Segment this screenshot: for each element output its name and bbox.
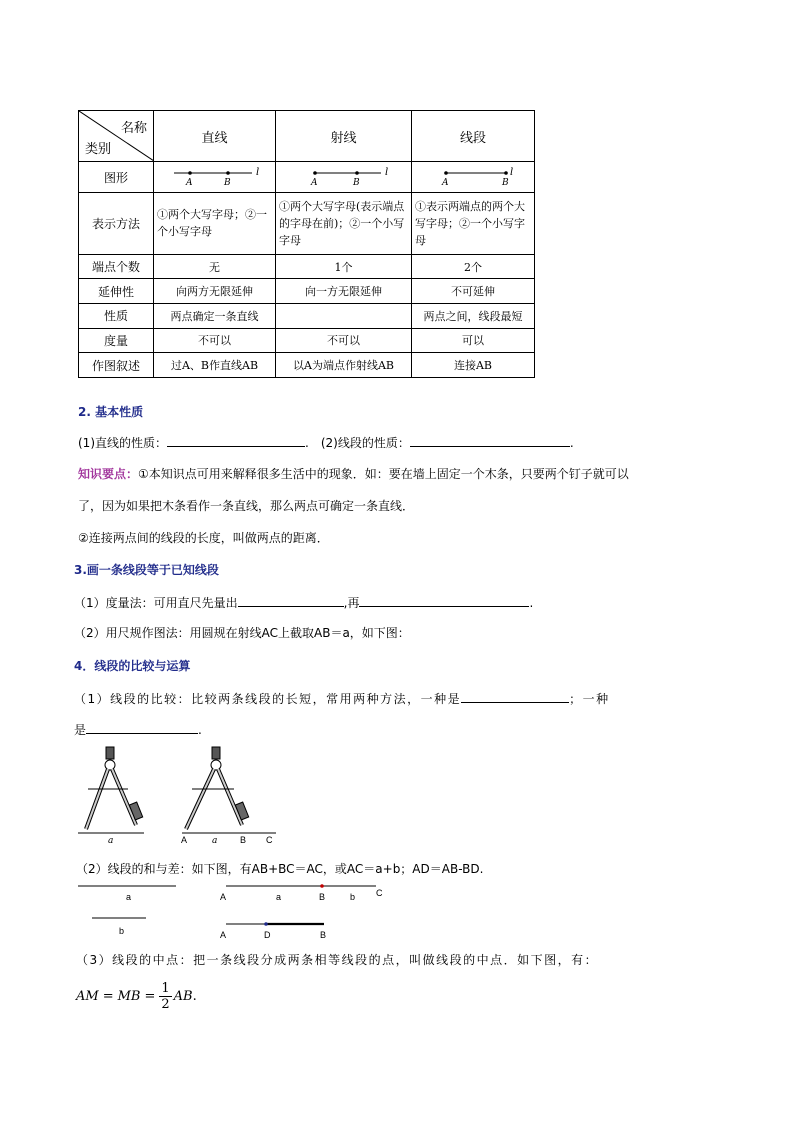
property-segment: 两点之间，线段最短 <box>412 304 535 329</box>
formula-mb: MB <box>117 988 141 1004</box>
notation-ray: ①两个大写字母(表示端点的字母在前)；②一个小写字母 <box>276 193 412 255</box>
corner-bottom-label: 类别 <box>85 142 112 158</box>
point-b-label: B <box>223 177 231 188</box>
measure-ray: 不可以 <box>276 328 412 353</box>
key-point-line-1 <box>78 465 629 482</box>
row-label: 性质 <box>79 304 154 329</box>
row-label: 图形 <box>79 162 154 193</box>
property-line: 两点确定一条直线 <box>154 304 276 329</box>
table-corner-cell <box>79 111 154 162</box>
property-ray <box>276 304 412 329</box>
header-segment: 线段 <box>412 111 535 162</box>
compare-blank-1 <box>461 689 569 703</box>
measure-blank-1 <box>238 593 344 607</box>
key-point-label: 知识要点： <box>78 467 139 481</box>
formula-fraction <box>159 981 171 1012</box>
table-header-row <box>79 111 535 162</box>
section-3-title: 3.画一条线段等于已知线段 <box>74 563 219 577</box>
row-label: 度量 <box>79 328 154 353</box>
compare-methods-text: （1）线段的比较：比较两条线段的长短，常用两种方法，一种是 <box>74 692 462 706</box>
fraction-denominator: 2 <box>161 996 170 1012</box>
figure-segment-cell <box>412 162 535 193</box>
table-row-measure <box>79 328 535 353</box>
section-4-title: 4．线段的比较与运算 <box>74 659 191 673</box>
comparison-table <box>78 110 535 378</box>
ray-l-label: l <box>384 166 388 178</box>
compass-drawing-2 <box>182 747 276 833</box>
point-b-label: B <box>352 177 360 188</box>
header-line: 直线 <box>154 111 276 162</box>
formula-am: AM <box>76 988 99 1004</box>
segment-property-blank <box>410 433 570 447</box>
compass-B-label: B <box>240 835 247 845</box>
line-l-label: l <box>255 166 259 178</box>
seg-C-label: C <box>376 888 383 898</box>
seg-a2-label: a <box>276 892 282 902</box>
section-3-line-1: （1）度量法：可用直尺先量出 ,再 . <box>74 593 533 611</box>
seg-b2-label: b <box>350 892 356 902</box>
figure-line-cell <box>154 162 276 193</box>
section-2-title: 2. 基本性质 <box>78 405 144 419</box>
seg-a-label: a <box>126 892 132 902</box>
formula-equals-1: = <box>102 988 114 1004</box>
section-4-line-4: （3）线段的中点：把一条线段分成两条相等线段的点，叫做线段的中点．如下图，有： <box>76 953 599 967</box>
segment-l-label: l <box>510 166 514 178</box>
line-property-label: (1)直线的性质： <box>78 436 167 450</box>
midpoint-formula: AM = MB = $\frac{1}{2}$ AB . <box>76 980 197 1012</box>
figure-ray-cell <box>276 162 412 193</box>
compass-C-label: C <box>266 835 273 845</box>
seg-B2-label: B <box>320 930 327 940</box>
seg-b-label: b <box>119 926 125 936</box>
point-a-label: A <box>185 177 192 188</box>
extension-ray: 向一方无限延伸 <box>276 279 412 304</box>
table-row-notation <box>79 193 535 255</box>
section-3-line-2: （2）用尺规作图法：用圆规在射线AC上截取AB＝a，如下图： <box>74 626 410 640</box>
compass-drawing-1 <box>78 747 144 833</box>
key-point-line-3: ②连接两点间的线段的长度，叫做两点的距离． <box>78 531 329 545</box>
point-b-label: B <box>502 177 509 188</box>
extension-segment: 不可延伸 <box>412 279 535 304</box>
extension-line: 向两方无限延伸 <box>154 279 276 304</box>
segment-sum-diff-figures <box>70 878 400 940</box>
section-4-line-3: （2）线段的和与差：如下图，有AB+BC＝AC，或AC＝a+b；AD＝AB-BD. <box>76 862 484 876</box>
segment-property-label: . (2)线段的性质： <box>305 436 410 450</box>
row-label: 表示方法 <box>79 193 154 255</box>
measure-method-label: （1）度量法：可用直尺先量出 <box>74 596 238 610</box>
table-row-figure <box>79 162 535 193</box>
seg-D-label: D <box>264 930 271 940</box>
section-2-line-1: (1)直线的性质： . (2)线段的性质： . <box>78 433 574 451</box>
seg-A2-label: A <box>220 930 227 940</box>
measure-line: 不可以 <box>154 328 276 353</box>
section-4-line-2: 是 . <box>74 720 202 738</box>
header-ray: 射线 <box>276 111 412 162</box>
table-row-drawing <box>79 353 535 378</box>
row-label: 端点个数 <box>79 254 154 279</box>
table-row-extension <box>79 279 535 304</box>
formula-equals-2: = <box>144 988 156 1004</box>
key-point-line-2: 了，因为如果把木条看作一条直线，那么两点可确定一条直线． <box>78 499 415 513</box>
drawing-ray: 以A为端点作射线AB <box>276 353 412 378</box>
row-label: 延伸性 <box>79 279 154 304</box>
table-row-endpoints <box>79 254 535 279</box>
endpoints-line: 无 <box>154 254 276 279</box>
line-property-blank <box>167 433 305 447</box>
compass-a-label: a <box>108 836 114 845</box>
point-a-label: A <box>310 177 317 188</box>
corner-top-label: 名称 <box>120 121 147 136</box>
compass-A-label: A <box>181 835 188 845</box>
compare-blank-2 <box>86 720 198 734</box>
endpoints-ray: 1个 <box>276 254 412 279</box>
measure-segment: 可以 <box>412 328 535 353</box>
notation-line: ①两个大写字母；②一个小写字母 <box>154 193 276 255</box>
seg-A-label: A <box>220 892 227 902</box>
table-row-property <box>79 304 535 329</box>
endpoints-segment: 2个 <box>412 254 535 279</box>
compass-figures <box>78 745 288 845</box>
key-point-text: ①本知识点可用来解释很多生活中的现象．如：要在墙上固定一个木条，只要两个钉子就可以 <box>138 467 629 481</box>
drawing-line: 过A、B作直线AB <box>154 353 276 378</box>
segment-figure <box>416 163 530 189</box>
drawing-segment: 连接AB <box>412 353 535 378</box>
ray-figure <box>281 163 407 189</box>
section-4-line-1: （1）线段的比较：比较两条线段的长短，常用两种方法，一种是 ；一种 <box>74 689 610 707</box>
fraction-numerator: 1 <box>161 980 170 996</box>
measure-blank-2 <box>359 593 529 607</box>
point-a-label: A <box>442 177 449 188</box>
line-figure <box>160 163 270 189</box>
row-label: 作图叙述 <box>79 353 154 378</box>
seg-B-label: B <box>319 892 326 902</box>
formula-ab: AB <box>173 988 193 1004</box>
notation-segment: ①表示两端点的两个大写字母；②一个小写字母 <box>412 193 535 255</box>
compass-a2-label: a <box>212 836 218 845</box>
